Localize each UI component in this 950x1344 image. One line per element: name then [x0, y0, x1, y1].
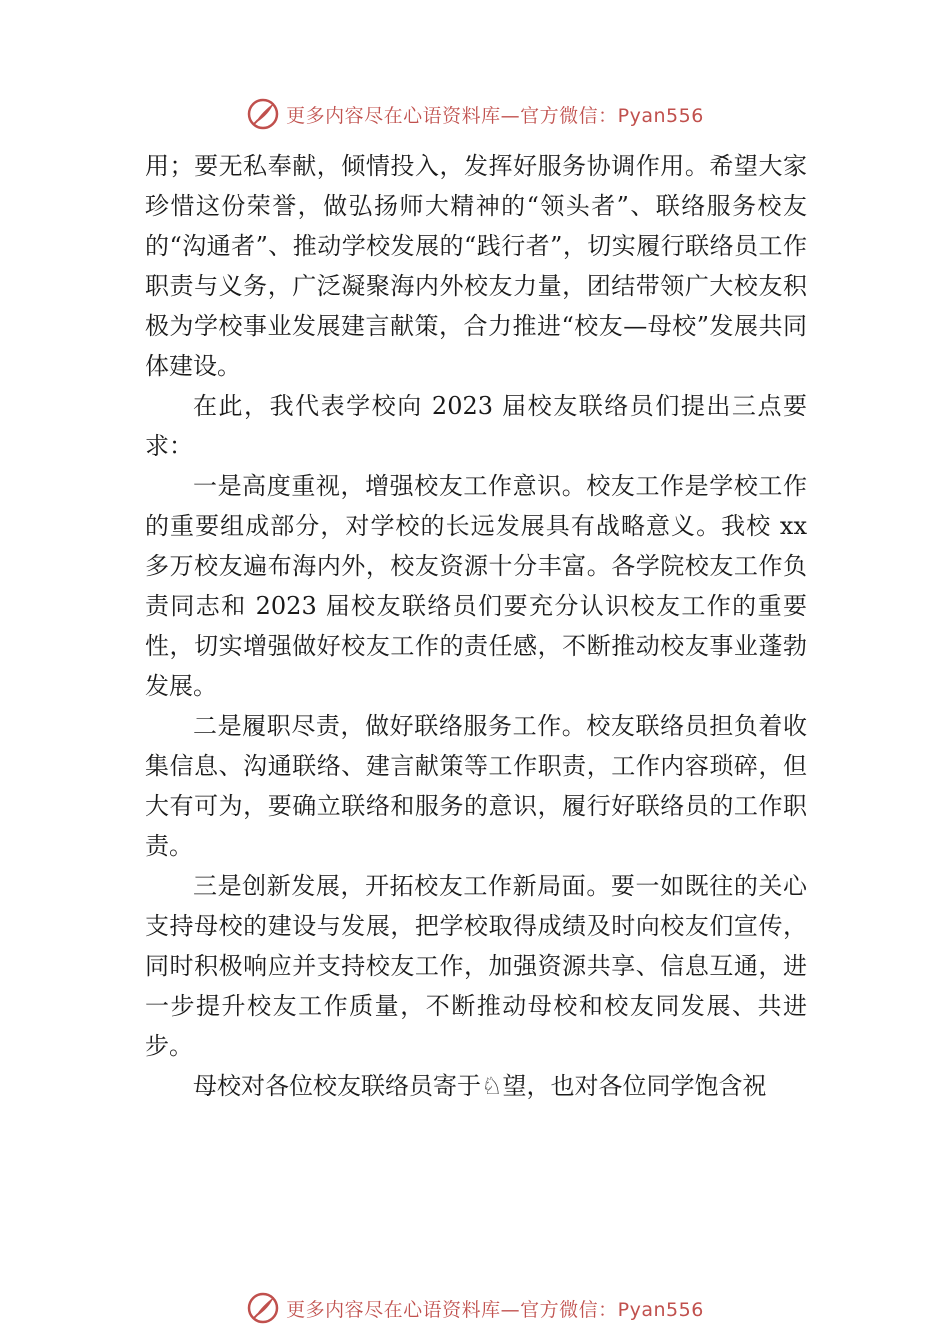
paragraph: 三是创新发展，开拓校友工作新局面。要一如既往的关心支持母校的建设与发展，把学校取得成绩及时向校友们宣传，同时积极响应并支持校友工作，加强资源共享、信息互通，进一步提升校友工作质量，不断推动母校和校友同发展、共进步。 [145, 872, 807, 1060]
paragraph: 母校对各位校友联络员寄于♘望，也对各位同学饱含祝 [193, 1072, 767, 1100]
paragraph: 二是履职尽责，做好联络服务工作。校友联络员担负着收集信息、沟通联络、建言献策等工作职责，工作内容琐碎，但大有可为，要确立联络和服务的意识，履行好联络员的工作职责。 [145, 712, 807, 860]
quill-logo-icon [246, 97, 280, 131]
watermark-text: 更多内容尽在心语资料库—官方微信：Pyan556 [286, 1298, 704, 1321]
document-body [145, 146, 807, 1106]
footer-watermark [0, 1288, 950, 1328]
paragraph: 用；要无私奉献，倾情投入，发挥好服务协调作用。希望大家珍惜这份荣誉，做弘扬师大精神的“领头者”、联络服务校友的“沟通者”、推动学校发展的“践行者”，切实履行联络员工作职责与义务，广泛凝聚海内外校友力量，团结带领广大校友积极为学校事业发展建言献策，合力推进“校友—母校”发展共同体建设。 [145, 152, 807, 380]
paragraph: 一是高度重视，增强校友工作意识。校友工作是学校工作的重要组成部分，对学校的长远发展具有战略意义。我校 xx 多万校友遍布海内外，校友资源十分丰富。各学院校友工作负责同志和 2023 届校友联络员们要充分认识校友工作的重要性，切实增强做好校友工作的责任感，不断推动校友事业蓬勃发展。 [145, 472, 807, 700]
watermark-text: 更多内容尽在心语资料库—官方微信：Pyan556 [286, 104, 704, 127]
quill-logo-icon [246, 1291, 280, 1325]
header-watermark [0, 94, 950, 134]
paragraph: 在此，我代表学校向 2023 届校友联络员们提出三点要求： [145, 392, 807, 460]
